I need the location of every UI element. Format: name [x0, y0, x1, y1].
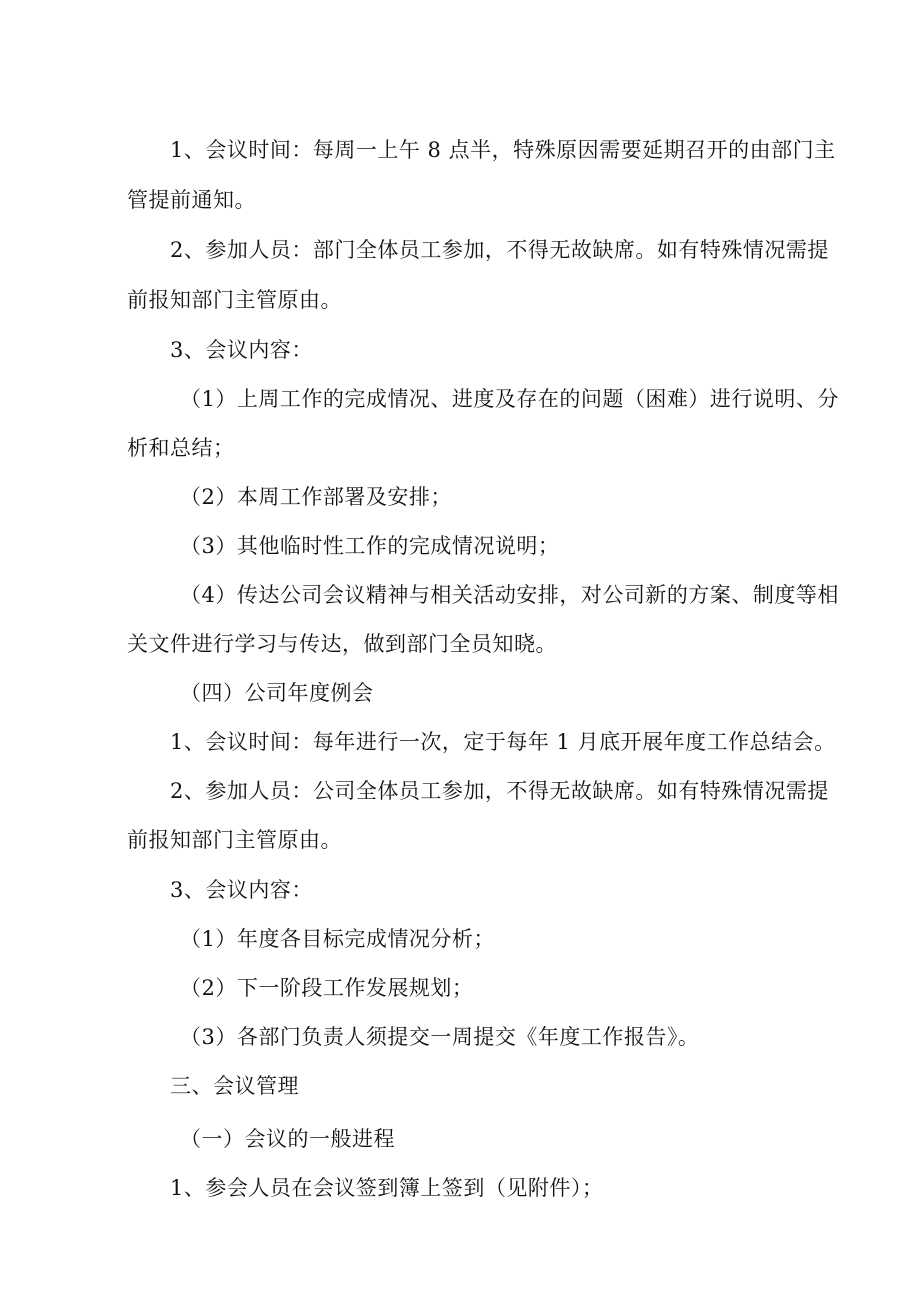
section-heading: （四）公司年度例会 — [180, 681, 374, 705]
list-item: （1）上周工作的完成情况、进度及存在的问题（困难）进行说明、分 — [180, 387, 839, 411]
paragraph-line: 1、会议时间：每年进行一次，定于每年 1 月底开展年度工作总结会。 — [170, 730, 836, 754]
list-item: （3）各部门负责人须提交一周提交《年度工作报告》。 — [180, 1025, 700, 1049]
list-item: （2）本周工作部署及安排； — [180, 485, 452, 509]
paragraph-line: 1、会议时间：每周一上午 8 点半，特殊原因需要延期召开的由部门主 — [170, 138, 836, 162]
list-item-continuation: 析和总结； — [127, 436, 235, 460]
list-item: （3）其他临时性工作的完成情况说明； — [180, 534, 560, 558]
chapter-heading: 三、会议管理 — [170, 1074, 299, 1098]
section-heading: 3、会议内容： — [170, 878, 313, 902]
paragraph-line: 2、参加人员：公司全体员工参加，不得无故缺席。如有特殊情况需提 — [170, 779, 829, 803]
section-heading: （一）会议的一般进程 — [180, 1127, 395, 1151]
list-item: （4）传达公司会议精神与相关活动安排，对公司新的方案、制度等相 — [180, 583, 839, 607]
paragraph-line: 2、参加人员：部门全体员工参加，不得无故缺席。如有特殊情况需提 — [170, 238, 829, 262]
paragraph-line: 前报知部门主管原由。 — [127, 828, 342, 852]
paragraph-line: 1、参会人员在会议签到簿上签到（见附件）； — [170, 1176, 604, 1200]
list-item: （2）下一阶段工作发展规划； — [180, 976, 474, 1000]
section-heading: 3、会议内容： — [170, 338, 313, 362]
list-item-continuation: 关文件进行学习与传达，做到部门全员知晓。 — [127, 632, 557, 656]
paragraph-line: 管提前通知。 — [127, 188, 256, 212]
list-item: （1）年度各目标完成情况分析； — [180, 927, 495, 951]
paragraph-line: 前报知部门主管原由。 — [127, 288, 342, 312]
